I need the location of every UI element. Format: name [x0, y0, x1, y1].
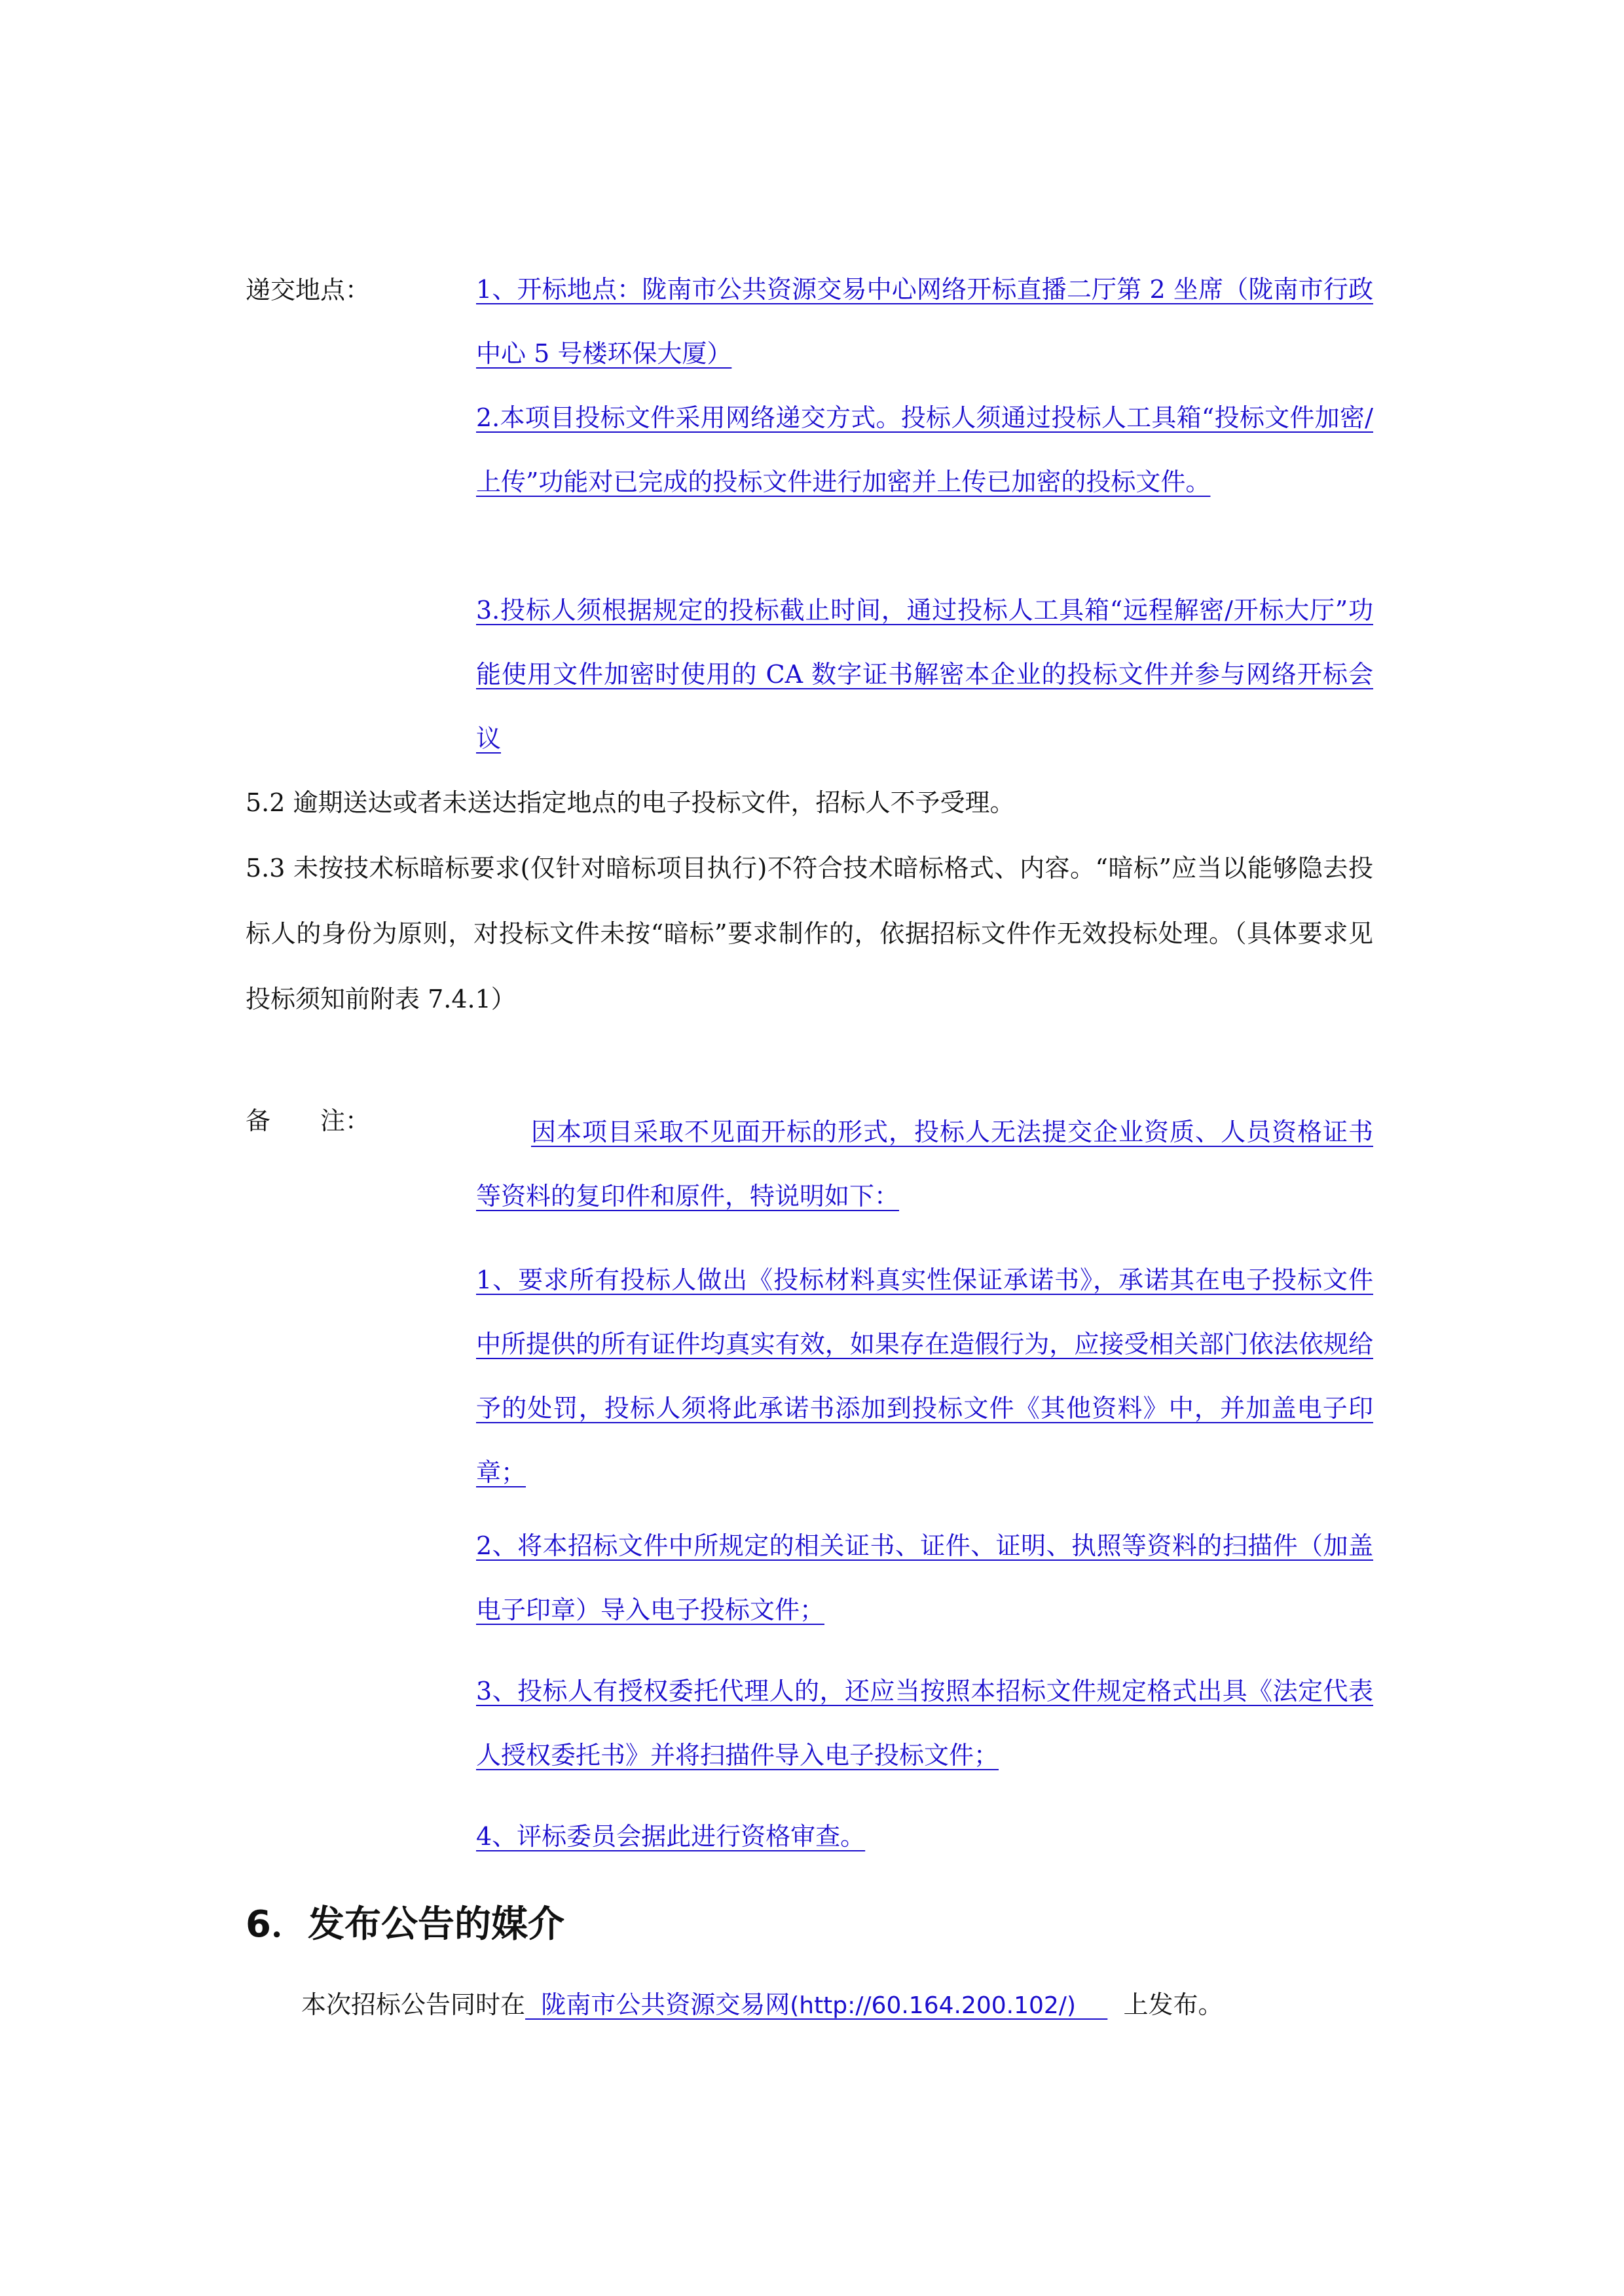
submission-item-2-text[interactable]: 2.本项目投标文件采用网络递交方式。投标人须通过投标人工具箱“投标文件加密/上传”功能对已完成的投标文件进行加密并上传已加密的投标文件。	[476, 403, 1373, 496]
publication-prefix: 本次招标公告同时在	[301, 1990, 526, 2019]
remarks-item-1[interactable]	[476, 1248, 1373, 1504]
remarks-intro[interactable]	[476, 1100, 1373, 1228]
remarks-item-1-text[interactable]: 1、要求所有投标人做出《投标材料真实性保证承诺书》，承诺其在电子投标文件中所提供的所有证件均真实有效，如果存在造假行为，应接受相关部门依法依规给予的处罚，投标人须将此承诺书添加到投标文件《其他资料》中，并加盖电子印章；	[476, 1266, 1373, 1487]
submission-item-1-text[interactable]: 1、开标地点：陇南市公共资源交易中心网络开标直播二厅第 2 坐席（陇南市行政中心 5 号楼环保大厦）	[476, 275, 1373, 368]
publication-site-link[interactable]	[525, 1990, 1107, 2019]
clause-5-2: 5.2 逾期送达或者未送达指定地点的电子投标文件，招标人不予受理。	[246, 788, 1015, 817]
clause-5-3: 5.3 未按技术标暗标要求(仅针对暗标项目执行)不符合技术暗标格式、内容。“暗标”应当以能够隐去投标人的身份为原则，对投标文件未按“暗标”要求制作的，依据招标文件作无效投标处理。（具体要求见投标须知前附表 7.4.1）	[246, 854, 1373, 1013]
submission-item-3[interactable]	[476, 578, 1373, 771]
submission-location-label: 递交地点：	[246, 276, 371, 304]
publication-sentence	[301, 1972, 1223, 2039]
remarks-label: 备 注：	[246, 1106, 371, 1135]
remarks-item-2[interactable]	[476, 1514, 1373, 1642]
section-6-heading: 6．发布公告的媒介	[246, 1903, 564, 1946]
remarks-item-4-text[interactable]: 4、评标委员会据此进行资格审查。	[476, 1822, 866, 1851]
publication-site-name[interactable]: 陇南市公共资源交易网	[541, 1990, 790, 2019]
remarks-item-2-text[interactable]: 2、将本招标文件中所规定的相关证书、证件、证明、执照等资料的扫描件（加盖电子印章）导入电子投标文件；	[476, 1531, 1373, 1624]
publication-suffix: 上发布。	[1123, 1990, 1223, 2019]
submission-item-1[interactable]	[476, 257, 1373, 386]
submission-item-2[interactable]	[476, 386, 1373, 514]
remarks-intro-text[interactable]: 因本项目采取不见面开标的形式，投标人无法提交企业资质、人员资格证书等资料的复印件和原件，特说明如下：	[476, 1118, 1373, 1211]
remarks-item-3-text[interactable]: 3、投标人有授权委托代理人的，还应当按照本招标文件规定格式出具《法定代表人授权委托书》并将扫描件导入电子投标文件；	[476, 1677, 1373, 1770]
publication-site-url[interactable]: (http://60.164.200.102/)	[790, 1992, 1076, 2019]
submission-item-3-text[interactable]: 3.投标人须根据规定的投标截止时间，通过投标人工具箱“远程解密/开标大厅”功能使用文件加密时使用的 CA 数字证书解密本企业的投标文件并参与网络开标会议	[476, 596, 1373, 753]
remarks-item-4[interactable]	[476, 1804, 1373, 1868]
remarks-item-3[interactable]	[476, 1659, 1373, 1787]
